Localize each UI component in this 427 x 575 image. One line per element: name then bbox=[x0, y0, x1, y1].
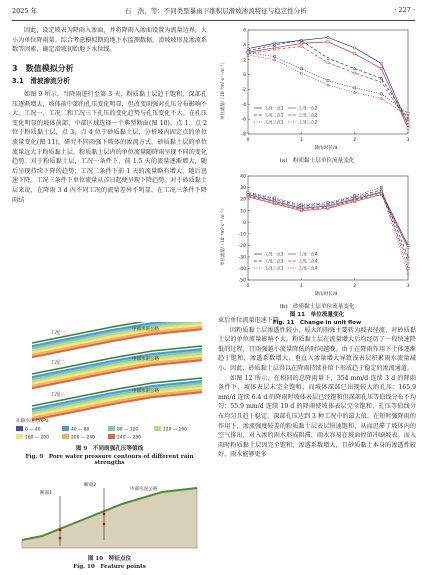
data-point bbox=[407, 121, 409, 123]
x-tick-label: 1 bbox=[299, 284, 303, 289]
data-point bbox=[300, 42, 302, 44]
y-tick-label: -6 bbox=[241, 117, 246, 123]
right-column-text bbox=[218, 316, 416, 460]
figure-9-caption-cn: 图 9 不同雨强孔压等值线 bbox=[75, 446, 144, 452]
figure-10-caption-en: Fig. 10 Feature points bbox=[73, 564, 146, 570]
chart-a-caption: (a) 粉质黏土层单位流量变化 bbox=[279, 158, 355, 164]
legend-label: 240 — 280 bbox=[117, 435, 141, 440]
figure-11-caption-en: Fig. 11 Change in unit flow bbox=[272, 320, 362, 326]
intro-paragraph: 因此，设定坡表为降雨入渗面，并将降雨入渗面设置为流量边界，大小为单位降雨量。综合考虑模拟期的地下水监测数据、滑坡坡形及渗流系数等因素，确定滑坡初始地下水位线。 bbox=[12, 27, 207, 54]
y-tick-label: 20 bbox=[240, 197, 246, 203]
data-point bbox=[327, 57, 330, 59]
right-p2: 因粉质黏土层渗透性较小，较大的雨强主要转为坡表径流，对砂质黏土层的单位流量影响不大。粉质黏土层在流量增大后均经历了一段快速降低的过程，且雨强越小流量降低的时间越晚。由于在降雨作用下土体逐渐趋于饱和，渗透系数增大，垂直入渗量增大导致浅表层积累雨水流量减小。因此，砂质黏土层得以在降雨持续补给下形成趋于稳定的渗流通道。 bbox=[218, 326, 416, 372]
figure-10-caption-cn: 图 10 特征点位 bbox=[87, 556, 132, 562]
page-number: · 227 · bbox=[394, 6, 415, 14]
x-tick-label: 1 bbox=[299, 138, 303, 143]
legend-label: 工况二点3 bbox=[264, 258, 284, 264]
data-point bbox=[380, 81, 382, 83]
legend-label: 工况一点3 bbox=[264, 251, 284, 257]
section-heading: 3 数值模拟分析 bbox=[12, 63, 74, 73]
right-p1: 束后单位流量迅速下降。 bbox=[218, 317, 286, 324]
chart-b-caption: (b) 砂质黏土层单位流量变化 bbox=[279, 304, 355, 310]
data-point bbox=[300, 208, 302, 210]
data-point bbox=[380, 186, 382, 188]
data-point bbox=[300, 68, 302, 70]
y-tick-label: 2 bbox=[243, 58, 246, 64]
y-tick-label: -10 bbox=[238, 232, 246, 238]
journal-year: 2025 年 bbox=[12, 7, 38, 15]
y-tick-label: 0 bbox=[243, 220, 246, 226]
data-point bbox=[273, 201, 275, 203]
legend-label: 工况三点1 bbox=[264, 119, 284, 125]
legend-swatch bbox=[16, 426, 23, 431]
chart-a-xlabel: 降雨时长/d bbox=[314, 146, 338, 151]
x-tick-label: 3 bbox=[406, 284, 410, 289]
right-p3: 如图 12 所示，在相同的总降雨量下，354 mm/d 连续 3 d 的降雨条件下，坡体表层未完全饱和，而坡体深部已出现较大的孔压；165.9 mm/d 连续 6.4 d 的降雨时坡体表层已经饱和但深部孔压等值线分布不均匀；55.9 mm/d 连续 19 d 的降雨使坡体表层完全饱和，孔压等值线分布均匀且趋于稳定，深部孔压达到 3 种工况中的最大值。在短时强降雨的作用下，渗流强度较差的粉质黏土层表层快速饱和，从而迟滞了坡体内的空气排出，对入渗的雨水形成阻滞，雨水容易在坡面停留冲刷坡表。而入雨时粉质黏土层因完全饱和，渗透系数增大，且砂质黏土本身的渗透性较好，雨水能够更多 bbox=[218, 374, 416, 459]
road-label-b: 中部水泥公路 bbox=[130, 487, 158, 492]
x-tick-label: 0 bbox=[246, 138, 250, 143]
y-tick-label: 6 bbox=[243, 28, 246, 34]
road-label-2: 中部水泥公路 bbox=[132, 357, 159, 362]
plot-frame bbox=[248, 176, 408, 280]
legend-swatch bbox=[16, 434, 23, 439]
data-point bbox=[300, 45, 302, 47]
legend-swatch bbox=[108, 434, 115, 439]
data-point bbox=[273, 58, 276, 60]
data-point bbox=[353, 67, 356, 69]
y-tick-label: -20 bbox=[238, 243, 246, 249]
x-tick-label: 3 bbox=[406, 138, 410, 143]
feature-point-4 bbox=[103, 523, 106, 526]
chart-b-xlabel: 降雨时长/d bbox=[314, 292, 338, 297]
data-point bbox=[380, 62, 382, 64]
y-tick-label: -50 bbox=[238, 278, 246, 284]
legend-label: 工况二点4 bbox=[298, 258, 318, 264]
data-point bbox=[407, 247, 409, 249]
data-point bbox=[407, 272, 410, 274]
legend-swatch bbox=[62, 426, 69, 431]
case-label-2: 工况二 bbox=[50, 360, 66, 366]
y-tick-label: 0 bbox=[243, 73, 246, 79]
data-point bbox=[353, 47, 355, 49]
feature-point-2 bbox=[59, 537, 62, 540]
chart-a bbox=[218, 22, 416, 152]
data-point bbox=[354, 87, 356, 89]
data-point bbox=[273, 48, 275, 50]
data-point bbox=[354, 53, 356, 55]
data-point bbox=[380, 77, 383, 79]
data-point bbox=[327, 84, 330, 86]
x-tick-label: 2 bbox=[353, 138, 357, 143]
feature-point-3 bbox=[103, 513, 106, 516]
data-point bbox=[327, 79, 329, 81]
legend-label: 工况三点4 bbox=[298, 265, 318, 271]
data-point bbox=[327, 61, 329, 63]
y-tick-label: -30 bbox=[238, 255, 246, 261]
legend-label: 工况二点1 bbox=[264, 112, 284, 118]
section-label-1: 断面1 bbox=[40, 491, 53, 496]
legend-label: 工况二点2 bbox=[298, 112, 318, 118]
data-point bbox=[300, 72, 303, 74]
figure-10-svg bbox=[12, 478, 207, 550]
case-label-1: 工况一 bbox=[50, 330, 66, 336]
legend-label: 40 — 80 bbox=[71, 427, 90, 433]
data-point bbox=[380, 97, 383, 99]
legend-label: 工况三点3 bbox=[264, 265, 284, 271]
legend-label: 120 — 160 bbox=[163, 427, 187, 433]
data-point bbox=[327, 36, 329, 38]
legend-swatch bbox=[154, 426, 161, 431]
legend-swatch bbox=[108, 426, 115, 431]
x-tick-label: 2 bbox=[353, 284, 357, 289]
running-title: 石 浩，等：不同类型暴雨下堆积层滑坡渗流特征与稳定性分析 bbox=[124, 7, 307, 15]
data-point bbox=[380, 93, 382, 95]
chart-b-ylabel: 单位流量/（10⁻⁶m³·s⁻¹·m⁻¹） bbox=[221, 206, 226, 266]
y-tick-label: 30 bbox=[240, 186, 246, 192]
legend-label: 160 — 200 bbox=[25, 435, 49, 440]
legend-label: 工况三点2 bbox=[298, 119, 318, 125]
data-point bbox=[327, 41, 329, 43]
legend-label: 工况一点4 bbox=[298, 251, 318, 257]
chart-a-ylabel: 单位流量/（10⁻⁶m³·s⁻¹·m⁻¹） bbox=[221, 60, 226, 120]
road-label-1: 中部水泥公路 bbox=[132, 327, 159, 332]
data-point bbox=[407, 260, 409, 262]
data-point bbox=[407, 115, 410, 117]
y-tick-label: -2 bbox=[241, 88, 246, 94]
y-tick-label: 40 bbox=[240, 174, 246, 180]
legend-label: 80 — 120 bbox=[117, 427, 139, 433]
left-column bbox=[12, 26, 207, 205]
road-label-3: 中部水泥公路 bbox=[132, 389, 159, 394]
slope-body-b bbox=[22, 488, 197, 548]
body-paragraph: 如图 9 所示，当降雨进行至第 3 天，粉质黏土层趋于饱和，深部孔压逐渐增大，坡体前中部的孔压变化明显，但改变雨强对孔压分布影响不大。工况一、工况二和工况三下孔压的变化趋势与孔压变化不大。在孔压变化明显的坡体前部、中部区域选择一个典型断面(图 10)，点 1、点 2 位于粉质黏土层，点 3、点 4 位于砂质黏土层，分析坡内固定点的单位流量变化(图 11)，研究不同雨强下坡体的渗流方式。砂质黏土层的单位流量远大于粉质黏土层，粉质黏土层内的单位流量随降雨呈现不同的变化趋势。对于粉质黏土层，工况一条件下，前 1.5 天的流量逐渐增大，随后呈现持续下降的趋势；工况二条件下前 1 天的流量略有增大，随后迅速下降。工况三条件下单位流量从首日起便呈现下降趋势。对于砂质黏土层来说，在降雨 3 d 内不同工况的流量差异不明显，在工况三条件下降雨结 bbox=[12, 90, 207, 204]
data-point bbox=[353, 72, 355, 74]
section-label-2: 断面2 bbox=[84, 483, 97, 488]
feature-point-1 bbox=[59, 529, 62, 532]
data-point bbox=[353, 91, 356, 93]
legend-swatch bbox=[62, 434, 69, 439]
legend-label: 工况一点2 bbox=[298, 105, 318, 111]
data-point bbox=[274, 56, 276, 58]
data-point bbox=[380, 68, 382, 70]
case-label-3: 工况三 bbox=[50, 392, 66, 398]
y-tick-label: -8 bbox=[241, 132, 246, 138]
y-tick-label: 4 bbox=[243, 43, 246, 49]
data-point bbox=[353, 199, 355, 201]
x-tick-label: 0 bbox=[246, 284, 250, 289]
data-point bbox=[407, 112, 409, 114]
figure-11-caption-cn: 图 11 单位流量变化 bbox=[289, 312, 345, 318]
legend-label: 工况一点1 bbox=[264, 105, 284, 111]
data-point bbox=[407, 267, 409, 269]
data-point bbox=[407, 127, 409, 129]
legend-label: 0 — 40 bbox=[25, 427, 41, 433]
legend-title: 孔隙水压力/kPa bbox=[16, 419, 49, 424]
figure-9-caption-en: Fig. 9 Pore water pressure contours of different rain strengths bbox=[25, 454, 194, 466]
y-tick-label: 10 bbox=[240, 209, 246, 215]
data-point bbox=[247, 51, 249, 53]
subsection-heading: 3.1 滑坡渗流分析 bbox=[12, 77, 70, 86]
chart-b bbox=[218, 168, 416, 298]
data-point bbox=[327, 206, 329, 208]
page-header bbox=[12, 6, 415, 21]
data-point bbox=[407, 255, 410, 257]
figure-10 bbox=[12, 478, 207, 573]
legend-label: 200 — 240 bbox=[71, 435, 95, 440]
figure-9 bbox=[12, 322, 207, 472]
y-tick-label: -40 bbox=[238, 267, 246, 273]
y-tick-label: -4 bbox=[241, 102, 246, 108]
figure-9-svg bbox=[12, 322, 207, 440]
